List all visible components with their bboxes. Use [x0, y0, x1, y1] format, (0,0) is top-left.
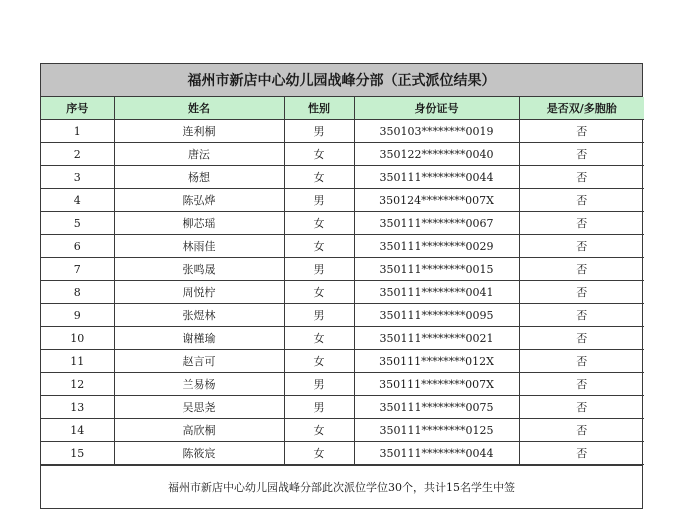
cell-gender: 女 — [284, 281, 354, 304]
cell-index: 11 — [41, 350, 114, 373]
table-row — [41, 373, 644, 396]
sheet-title: 福州市新店中心幼儿园战峰分部（正式派位结果） — [41, 64, 642, 97]
table-row — [41, 120, 644, 143]
table-row — [41, 258, 644, 281]
table-row — [41, 396, 644, 419]
cell-index: 3 — [41, 166, 114, 189]
cell-gender: 女 — [284, 212, 354, 235]
cell-id: 350111********0044 — [354, 166, 519, 189]
cell-name: 兰易杨 — [114, 373, 284, 396]
table-row — [41, 235, 644, 258]
cell-name: 高欣桐 — [114, 419, 284, 442]
cell-name: 张鸣晟 — [114, 258, 284, 281]
cell-id: 350124********007X — [354, 189, 519, 212]
cell-index: 5 — [41, 212, 114, 235]
cell-index: 2 — [41, 143, 114, 166]
table-row — [41, 281, 644, 304]
cell-index: 6 — [41, 235, 114, 258]
table-row — [41, 143, 644, 166]
table-row — [41, 212, 644, 235]
cell-index: 4 — [41, 189, 114, 212]
cell-twins: 否 — [519, 419, 644, 442]
table-row — [41, 304, 644, 327]
cell-name: 林雨佳 — [114, 235, 284, 258]
cell-twins: 否 — [519, 235, 644, 258]
cell-gender: 女 — [284, 166, 354, 189]
cell-gender: 女 — [284, 327, 354, 350]
cell-index: 9 — [41, 304, 114, 327]
cell-gender: 女 — [284, 143, 354, 166]
table-row — [41, 327, 644, 350]
cell-index: 8 — [41, 281, 114, 304]
cell-twins: 否 — [519, 143, 644, 166]
cell-gender: 男 — [284, 120, 354, 143]
cell-index: 15 — [41, 442, 114, 465]
cell-id: 350111********0067 — [354, 212, 519, 235]
table-row — [41, 350, 644, 373]
table-row — [41, 189, 644, 212]
cell-id: 350111********0075 — [354, 396, 519, 419]
summary-note: 福州市新店中心幼儿园战峰分部此次派位学位30个，共计15名学生中签 — [41, 465, 642, 508]
cell-name: 陈筱宸 — [114, 442, 284, 465]
cell-twins: 否 — [519, 189, 644, 212]
table-row — [41, 442, 644, 465]
cell-gender: 女 — [284, 419, 354, 442]
cell-name: 吴思尧 — [114, 396, 284, 419]
cell-id: 350111********0029 — [354, 235, 519, 258]
header-row — [41, 97, 644, 120]
cell-name: 谢槿瑜 — [114, 327, 284, 350]
cell-id: 350111********0044 — [354, 442, 519, 465]
table-row — [41, 166, 644, 189]
cell-gender: 男 — [284, 189, 354, 212]
cell-gender: 男 — [284, 373, 354, 396]
cell-id: 350103********0019 — [354, 120, 519, 143]
cell-name: 唐沄 — [114, 143, 284, 166]
cell-twins: 否 — [519, 281, 644, 304]
cell-gender: 女 — [284, 235, 354, 258]
col-header-twins: 是否双/多胞胎 — [519, 97, 644, 120]
cell-name: 赵言可 — [114, 350, 284, 373]
cell-index: 1 — [41, 120, 114, 143]
cell-gender: 男 — [284, 304, 354, 327]
cell-name: 连利桐 — [114, 120, 284, 143]
col-header-index: 序号 — [41, 97, 114, 120]
cell-name: 陈弘烨 — [114, 189, 284, 212]
cell-id: 350111********0095 — [354, 304, 519, 327]
cell-twins: 否 — [519, 373, 644, 396]
col-header-gender: 性别 — [284, 97, 354, 120]
cell-gender: 男 — [284, 258, 354, 281]
result-table — [41, 97, 644, 465]
cell-gender: 女 — [284, 350, 354, 373]
cell-gender: 男 — [284, 396, 354, 419]
cell-twins: 否 — [519, 304, 644, 327]
cell-name: 周悦柠 — [114, 281, 284, 304]
cell-twins: 否 — [519, 166, 644, 189]
table-row — [41, 419, 644, 442]
cell-twins: 否 — [519, 442, 644, 465]
result-sheet — [40, 63, 643, 509]
cell-name: 杨想 — [114, 166, 284, 189]
cell-index: 10 — [41, 327, 114, 350]
cell-twins: 否 — [519, 396, 644, 419]
cell-id: 350122********0040 — [354, 143, 519, 166]
cell-twins: 否 — [519, 327, 644, 350]
col-header-id: 身份证号 — [354, 97, 519, 120]
cell-index: 12 — [41, 373, 114, 396]
cell-id: 350111********0041 — [354, 281, 519, 304]
cell-twins: 否 — [519, 212, 644, 235]
cell-id: 350111********007X — [354, 373, 519, 396]
cell-id: 350111********0125 — [354, 419, 519, 442]
cell-index: 13 — [41, 396, 114, 419]
cell-gender: 女 — [284, 442, 354, 465]
cell-name: 张煜林 — [114, 304, 284, 327]
cell-name: 柳芯瑶 — [114, 212, 284, 235]
cell-twins: 否 — [519, 350, 644, 373]
cell-twins: 否 — [519, 258, 644, 281]
cell-id: 350111********0021 — [354, 327, 519, 350]
cell-id: 350111********012X — [354, 350, 519, 373]
cell-index: 14 — [41, 419, 114, 442]
col-header-name: 姓名 — [114, 97, 284, 120]
cell-twins: 否 — [519, 120, 644, 143]
cell-id: 350111********0015 — [354, 258, 519, 281]
cell-index: 7 — [41, 258, 114, 281]
